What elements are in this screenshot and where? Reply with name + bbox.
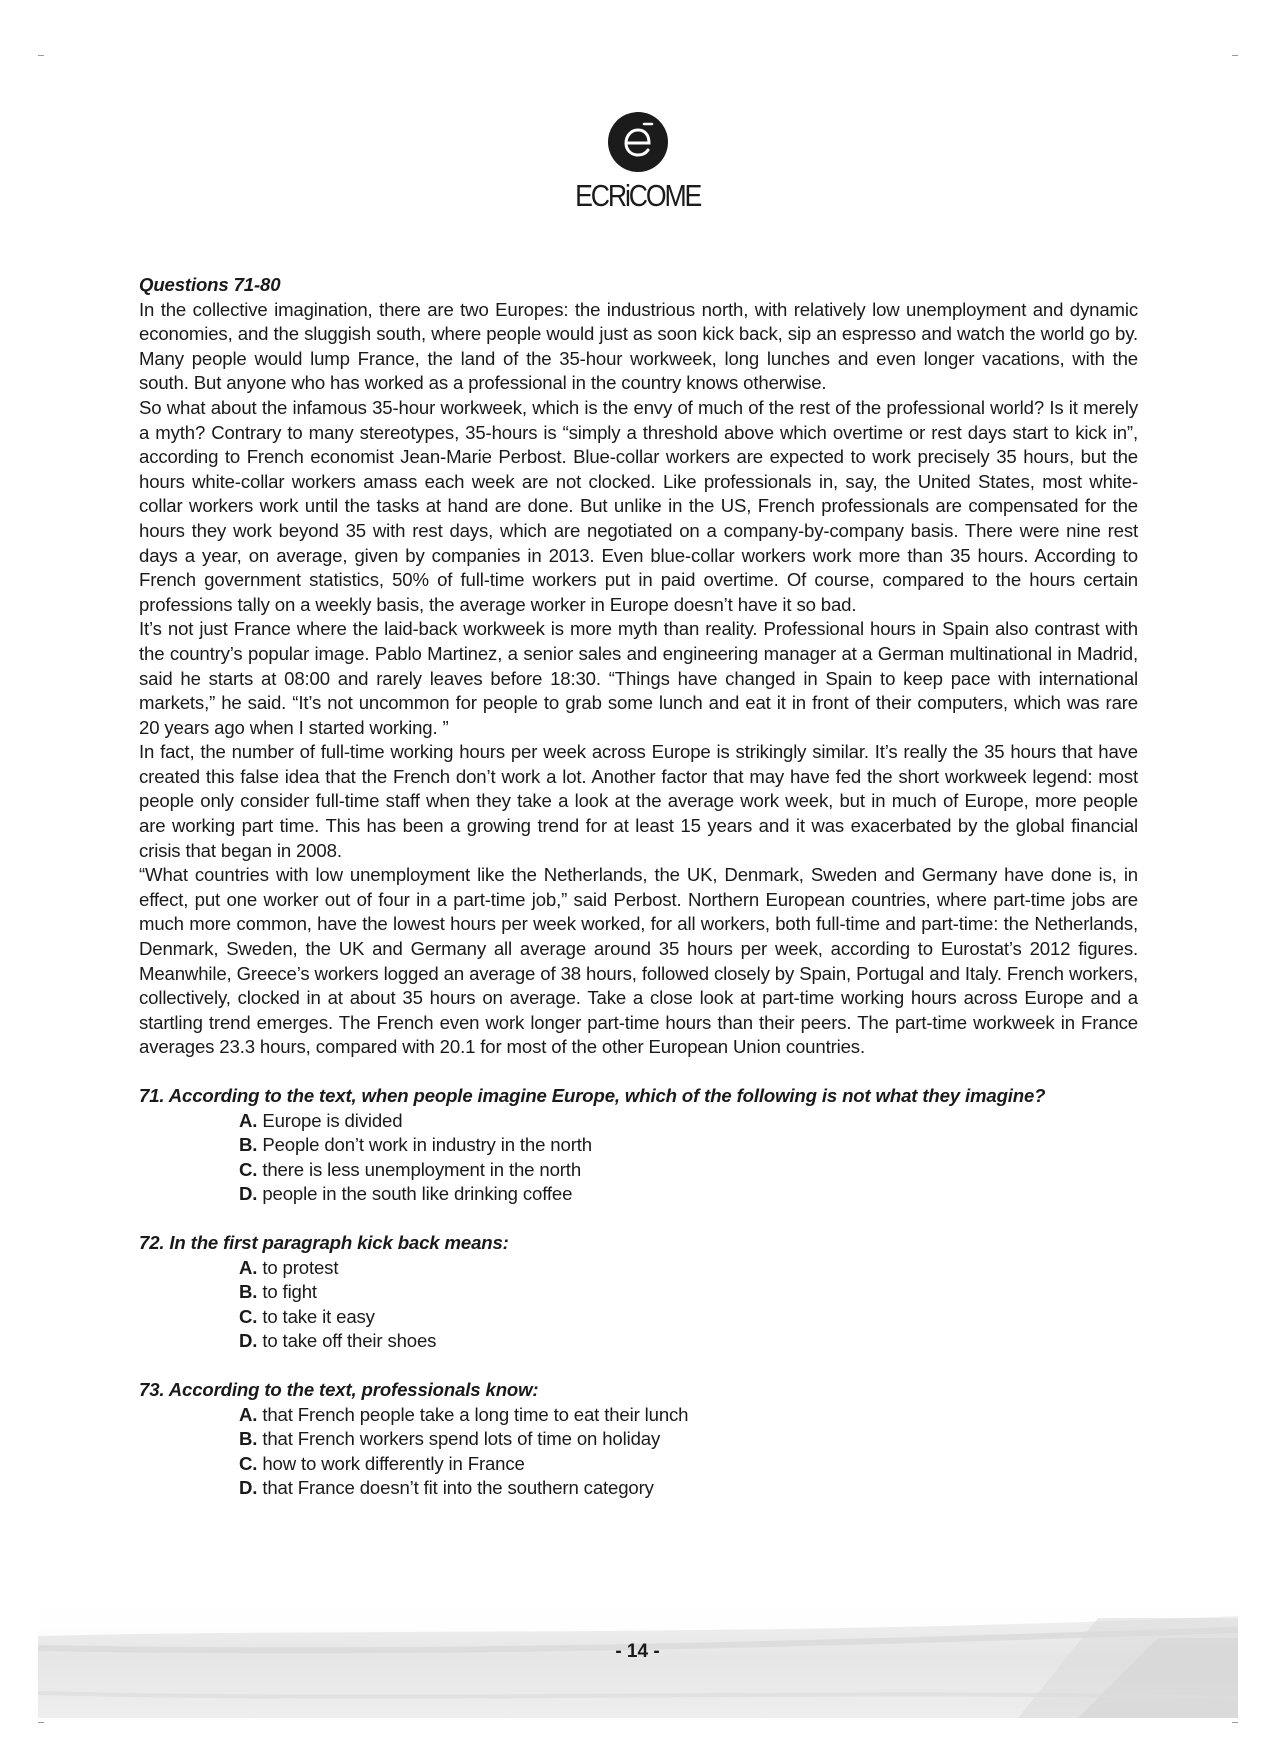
question-72 xyxy=(139,1231,1138,1354)
option-c xyxy=(239,1158,1138,1183)
question-stem: 73. According to the text, professionals know: xyxy=(139,1378,539,1400)
question-71 xyxy=(139,1084,1138,1207)
option-b xyxy=(239,1280,1138,1305)
option-letter: D. xyxy=(239,1330,258,1352)
option-text: to protest xyxy=(262,1256,339,1278)
option-a xyxy=(239,1256,1138,1281)
logo-e-icon xyxy=(608,112,668,172)
option-letter: A. xyxy=(239,1109,258,1131)
option-letter: A. xyxy=(239,1256,258,1278)
question-stem: 71. According to the text, when people imagine Europe, which of the following is not what they imagine? xyxy=(139,1085,1046,1106)
document-body xyxy=(139,273,1138,1501)
option-text: how to work differently in France xyxy=(262,1452,525,1474)
option-text: there is less unemployment in the north xyxy=(262,1158,582,1180)
answer-options xyxy=(139,1256,1138,1354)
option-text: to take off their shoes xyxy=(262,1330,437,1352)
option-text: to fight xyxy=(262,1281,317,1303)
option-b xyxy=(239,1427,1138,1452)
option-letter: C. xyxy=(239,1305,258,1327)
footer-swoosh-graphic xyxy=(38,1608,1238,1718)
option-text: that France doesn’t fit into the southern category xyxy=(262,1477,654,1499)
option-c xyxy=(239,1452,1138,1477)
crop-mark-top-right xyxy=(1232,55,1238,56)
paragraph-4: In fact, the number of full-time working hours per week across Europe is strikingly similar. It’s really the 35 hours that have created this false idea that the French don’t work a lot. Another factor that may have fed the short workweek legend: most people only consider full-time staff when they take a look at the average work week, but in much of Europe, more people are working part time. This has been a growing trend for at least 15 years and it was exacerbated by the global financial crisis that began in 2008. xyxy=(139,741,1138,861)
crop-mark-top-left xyxy=(38,55,44,56)
question-73 xyxy=(139,1378,1138,1501)
option-a xyxy=(239,1403,1138,1428)
option-text: people in the south like drinking coffee xyxy=(262,1183,573,1205)
option-letter: D. xyxy=(239,1477,258,1499)
option-text: People don’t work in industry in the north xyxy=(262,1134,592,1156)
section-title: Questions 71-80 xyxy=(139,274,281,295)
answer-options xyxy=(139,1403,1138,1501)
option-a xyxy=(239,1109,1138,1134)
paragraph-1: In the collective imagination, there are two Europes: the industrious north, with relatively low unemployment and dynamic economies, and the sluggish south, where people would just as soon kick back, sip an espresso and watch the world go by. Many people would lump France, the land of the 35-hour workweek, long lunches and even longer vacations, with the south. But anyone who has worked as a professional in the country knows otherwise. xyxy=(139,298,1138,394)
option-letter: D. xyxy=(239,1183,258,1205)
answer-options xyxy=(139,1109,1138,1207)
crop-mark-bottom-left xyxy=(38,1722,44,1723)
page-number: - 14 - xyxy=(615,1641,660,1662)
paragraph-3: It’s not just France where the laid-back workweek is more myth than reality. Professional hours in Spain also contrast with the country’s popular image. Pablo Martinez, a senior sales and engineering manager at a German multinational in Madrid, said he starts at 08:00 and rarely leaves before 18:30. “Things have changed in Spain to keep pace with international markets,” he said. “It’s not uncommon for people to grab some lunch and eat it in front of their computers, which was rare 20 years ago when I started working. ” xyxy=(139,618,1138,738)
option-letter: C. xyxy=(239,1452,258,1474)
crop-mark-bottom-right xyxy=(1232,1722,1238,1723)
option-text: Europe is divided xyxy=(262,1109,403,1131)
ecricome-logo xyxy=(0,112,1275,214)
option-text: to take it easy xyxy=(262,1305,375,1327)
option-letter: B. xyxy=(239,1134,258,1156)
option-c xyxy=(239,1305,1138,1330)
option-b xyxy=(239,1133,1138,1158)
logo-text: ECRiCOME xyxy=(575,178,700,213)
option-d xyxy=(239,1329,1138,1354)
option-letter: C. xyxy=(239,1158,258,1180)
option-text: that French people take a long time to eat their lunch xyxy=(262,1403,689,1425)
option-d xyxy=(239,1182,1138,1207)
footer-band xyxy=(38,1608,1238,1718)
option-d xyxy=(239,1476,1138,1501)
paragraph-2: So what about the infamous 35-hour workweek, which is the envy of much of the rest of the professional world? Is it merely a myth? Contrary to many stereotypes, 35-hours is “simply a threshold above which overtime or rest days start to kick in”, according to French economist Jean-Marie Perbost. Blue-collar workers are expected to work precisely 35 hours, but the hours white-collar workers amass each week are not clocked. Like professionals in, say, the United States, most white-collar workers work until the tasks at hand are done. But unlike in the US, French professionals are compensated for the hours they work beyond 35 with rest days, which are negotiated on a company-by-company basis. There were nine rest days a year, on average, given by companies in 2013. Even blue-collar workers work more than 35 hours. According to French government statistics, 50% of full-time workers put in paid overtime. Of course, compared to the hours certain professions tally on a weekly basis, the average worker in Europe doesn’t have it so bad. xyxy=(139,396,1138,615)
option-letter: B. xyxy=(239,1281,258,1303)
option-text: that French workers spend lots of time on holiday xyxy=(262,1428,661,1450)
option-letter: A. xyxy=(239,1403,258,1425)
paragraph-5: “What countries with low unemployment like the Netherlands, the UK, Denmark, Sweden and Germany have done is, in effect, put one worker out of four in a part-time job,” said Perbost. Northern European countries, where part-time jobs are much more common, have the lowest hours per week worked, for all workers, both full-time and part-time: the Netherlands, Denmark, Sweden, the UK and Germany all average around 35 hours per week, according to Eurostat’s 2012 figures. Meanwhile, Greece’s workers logged an average of 38 hours, followed closely by Spain, Portugal and Italy. French workers, collectively, clocked in at about 35 hours on average. Take a close look at part-time working hours across Europe and a startling trend emerges. The French even work longer part-time hours than their peers. The part-time workweek in France averages 23.3 hours, compared with 20.1 for most of the other European Union countries. xyxy=(139,864,1138,1058)
question-stem: 72. In the first paragraph kick back means: xyxy=(139,1231,509,1253)
option-letter: B. xyxy=(239,1428,258,1450)
